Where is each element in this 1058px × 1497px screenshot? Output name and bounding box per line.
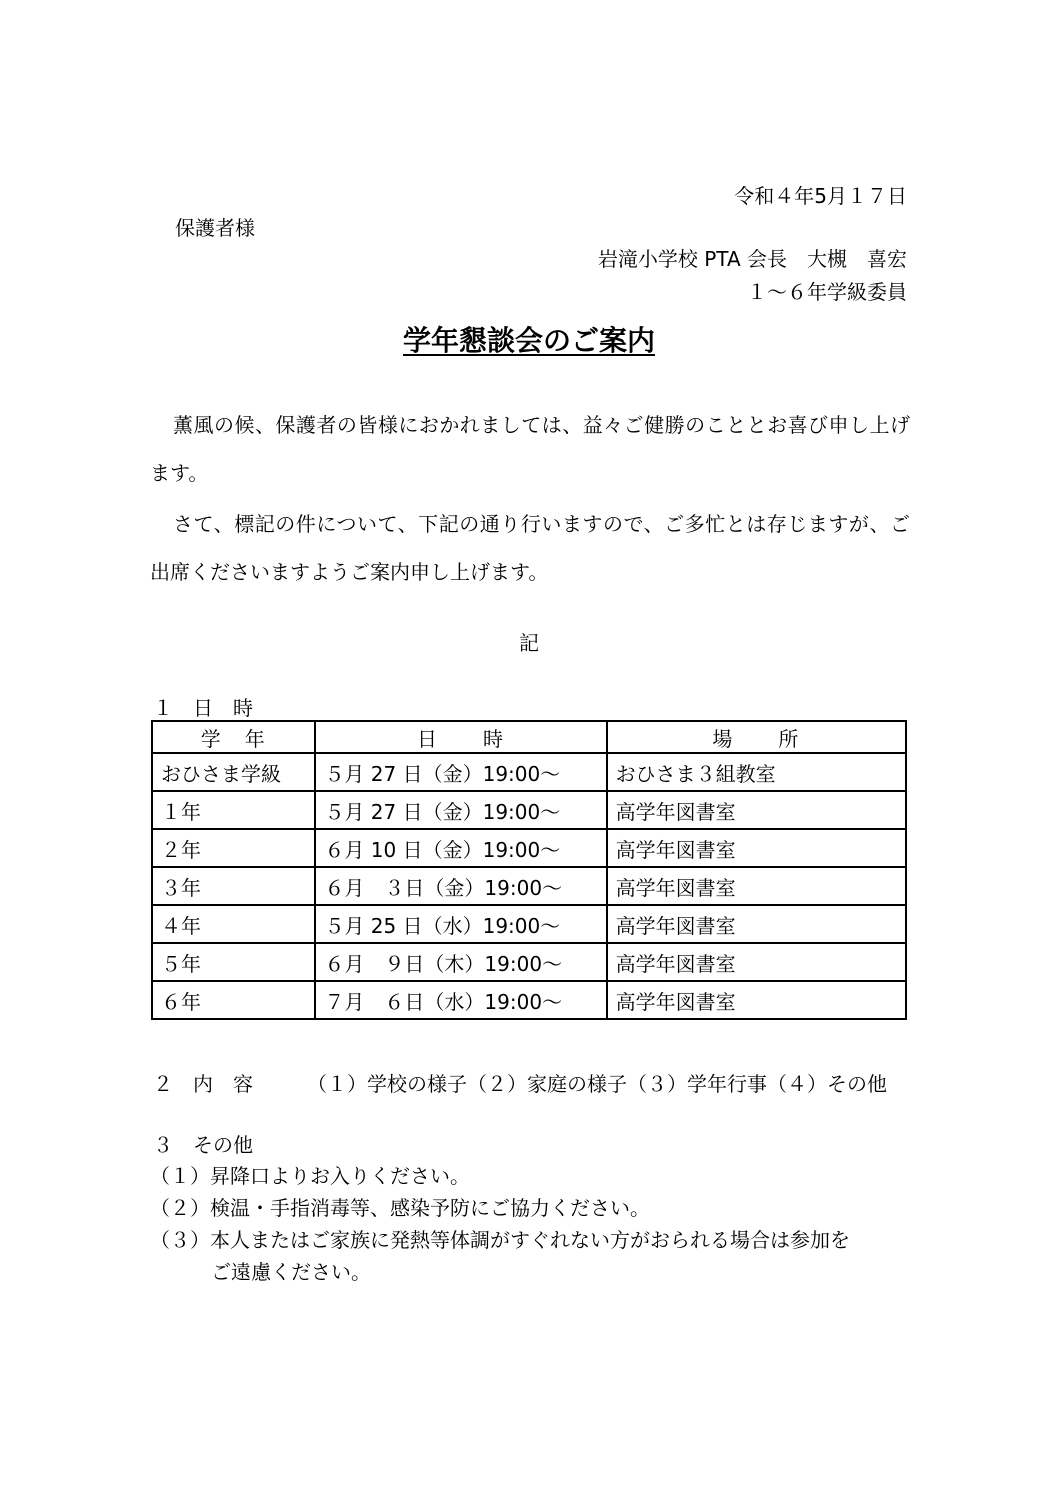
- document-title: [0, 319, 1058, 359]
- schedule-table: [151, 720, 907, 1020]
- document-date: 令和４年5月１７日: [734, 184, 907, 208]
- cell-grade: ５年: [152, 943, 315, 981]
- column-header-datetime: 日 時: [315, 721, 606, 753]
- document-title-text: 学年懇談会のご案内: [402, 324, 655, 357]
- cell-datetime: ５月 25 日（水）19:00～: [315, 905, 606, 943]
- note-item-3-continuation: ご遠慮ください。: [211, 1260, 371, 1284]
- table-row: [152, 791, 906, 829]
- section2-content: （１）学校の様子（２）家庭の様子（３）学年行事（４）その他: [307, 1072, 887, 1096]
- table-header-row: [152, 721, 906, 753]
- table-row: [152, 829, 906, 867]
- invitation-paragraph: さて、標記の件について、下記の通り行いますので、ご多忙とは存じますが、ご出席くださいますようご案内申し上げます。: [150, 512, 910, 584]
- cell-grade: ６年: [152, 981, 315, 1019]
- sender-name: 岩滝小学校 PTA 会長 大槻 喜宏: [597, 247, 907, 271]
- note-item-3: （３）本人またはご家族に発熱等体調がすぐれない方がおられる場合は参加を: [150, 1228, 850, 1252]
- cell-place: おひさま３組教室: [607, 753, 906, 791]
- cell-datetime: ６月 10 日（金）19:00～: [315, 829, 606, 867]
- section1-heading: １ 日 時: [153, 696, 253, 720]
- table-row: [152, 867, 906, 905]
- cell-datetime: ６月 ３日（金）19:00～: [315, 867, 606, 905]
- cell-grade: １年: [152, 791, 315, 829]
- table-row: [152, 905, 906, 943]
- cell-datetime: ７月 ６日（水）19:00～: [315, 981, 606, 1019]
- cell-place: 高学年図書室: [607, 981, 906, 1019]
- cell-datetime: ５月 27 日（金）19:00～: [315, 791, 606, 829]
- table-row: [152, 943, 906, 981]
- cell-place: 高学年図書室: [607, 829, 906, 867]
- cell-datetime: ５月 27 日（金）19:00～: [315, 753, 606, 791]
- sender-committee: １～６年学級委員: [747, 280, 907, 304]
- ki-heading: 記: [519, 631, 539, 655]
- cell-place: 高学年図書室: [607, 867, 906, 905]
- cell-datetime: ６月 ９日（木）19:00～: [315, 943, 606, 981]
- cell-place: 高学年図書室: [607, 791, 906, 829]
- table-row: [152, 753, 906, 791]
- section2: [153, 1068, 887, 1097]
- cell-grade: ２年: [152, 829, 315, 867]
- cell-place: 高学年図書室: [607, 943, 906, 981]
- column-header-grade: 学 年: [152, 721, 315, 753]
- cell-grade: おひさま学級: [152, 753, 315, 791]
- table-row: [152, 981, 906, 1019]
- greeting-paragraph: 薫風の候、保護者の皆様におかれましては、益々ご健勝のこととお喜び申し上げます。: [150, 413, 910, 485]
- cell-grade: ３年: [152, 867, 315, 905]
- note-item-1: （１）昇降口よりお入りください。: [150, 1164, 470, 1188]
- addressee: 保護者様: [175, 216, 255, 240]
- section2-heading: ２ 内 容: [153, 1072, 253, 1096]
- note-item-2: （２）検温・手指消毒等、感染予防にご協力ください。: [150, 1196, 650, 1220]
- section3-heading: ３ その他: [153, 1133, 253, 1157]
- cell-grade: ４年: [152, 905, 315, 943]
- cell-place: 高学年図書室: [607, 905, 906, 943]
- column-header-place: 場 所: [607, 721, 906, 753]
